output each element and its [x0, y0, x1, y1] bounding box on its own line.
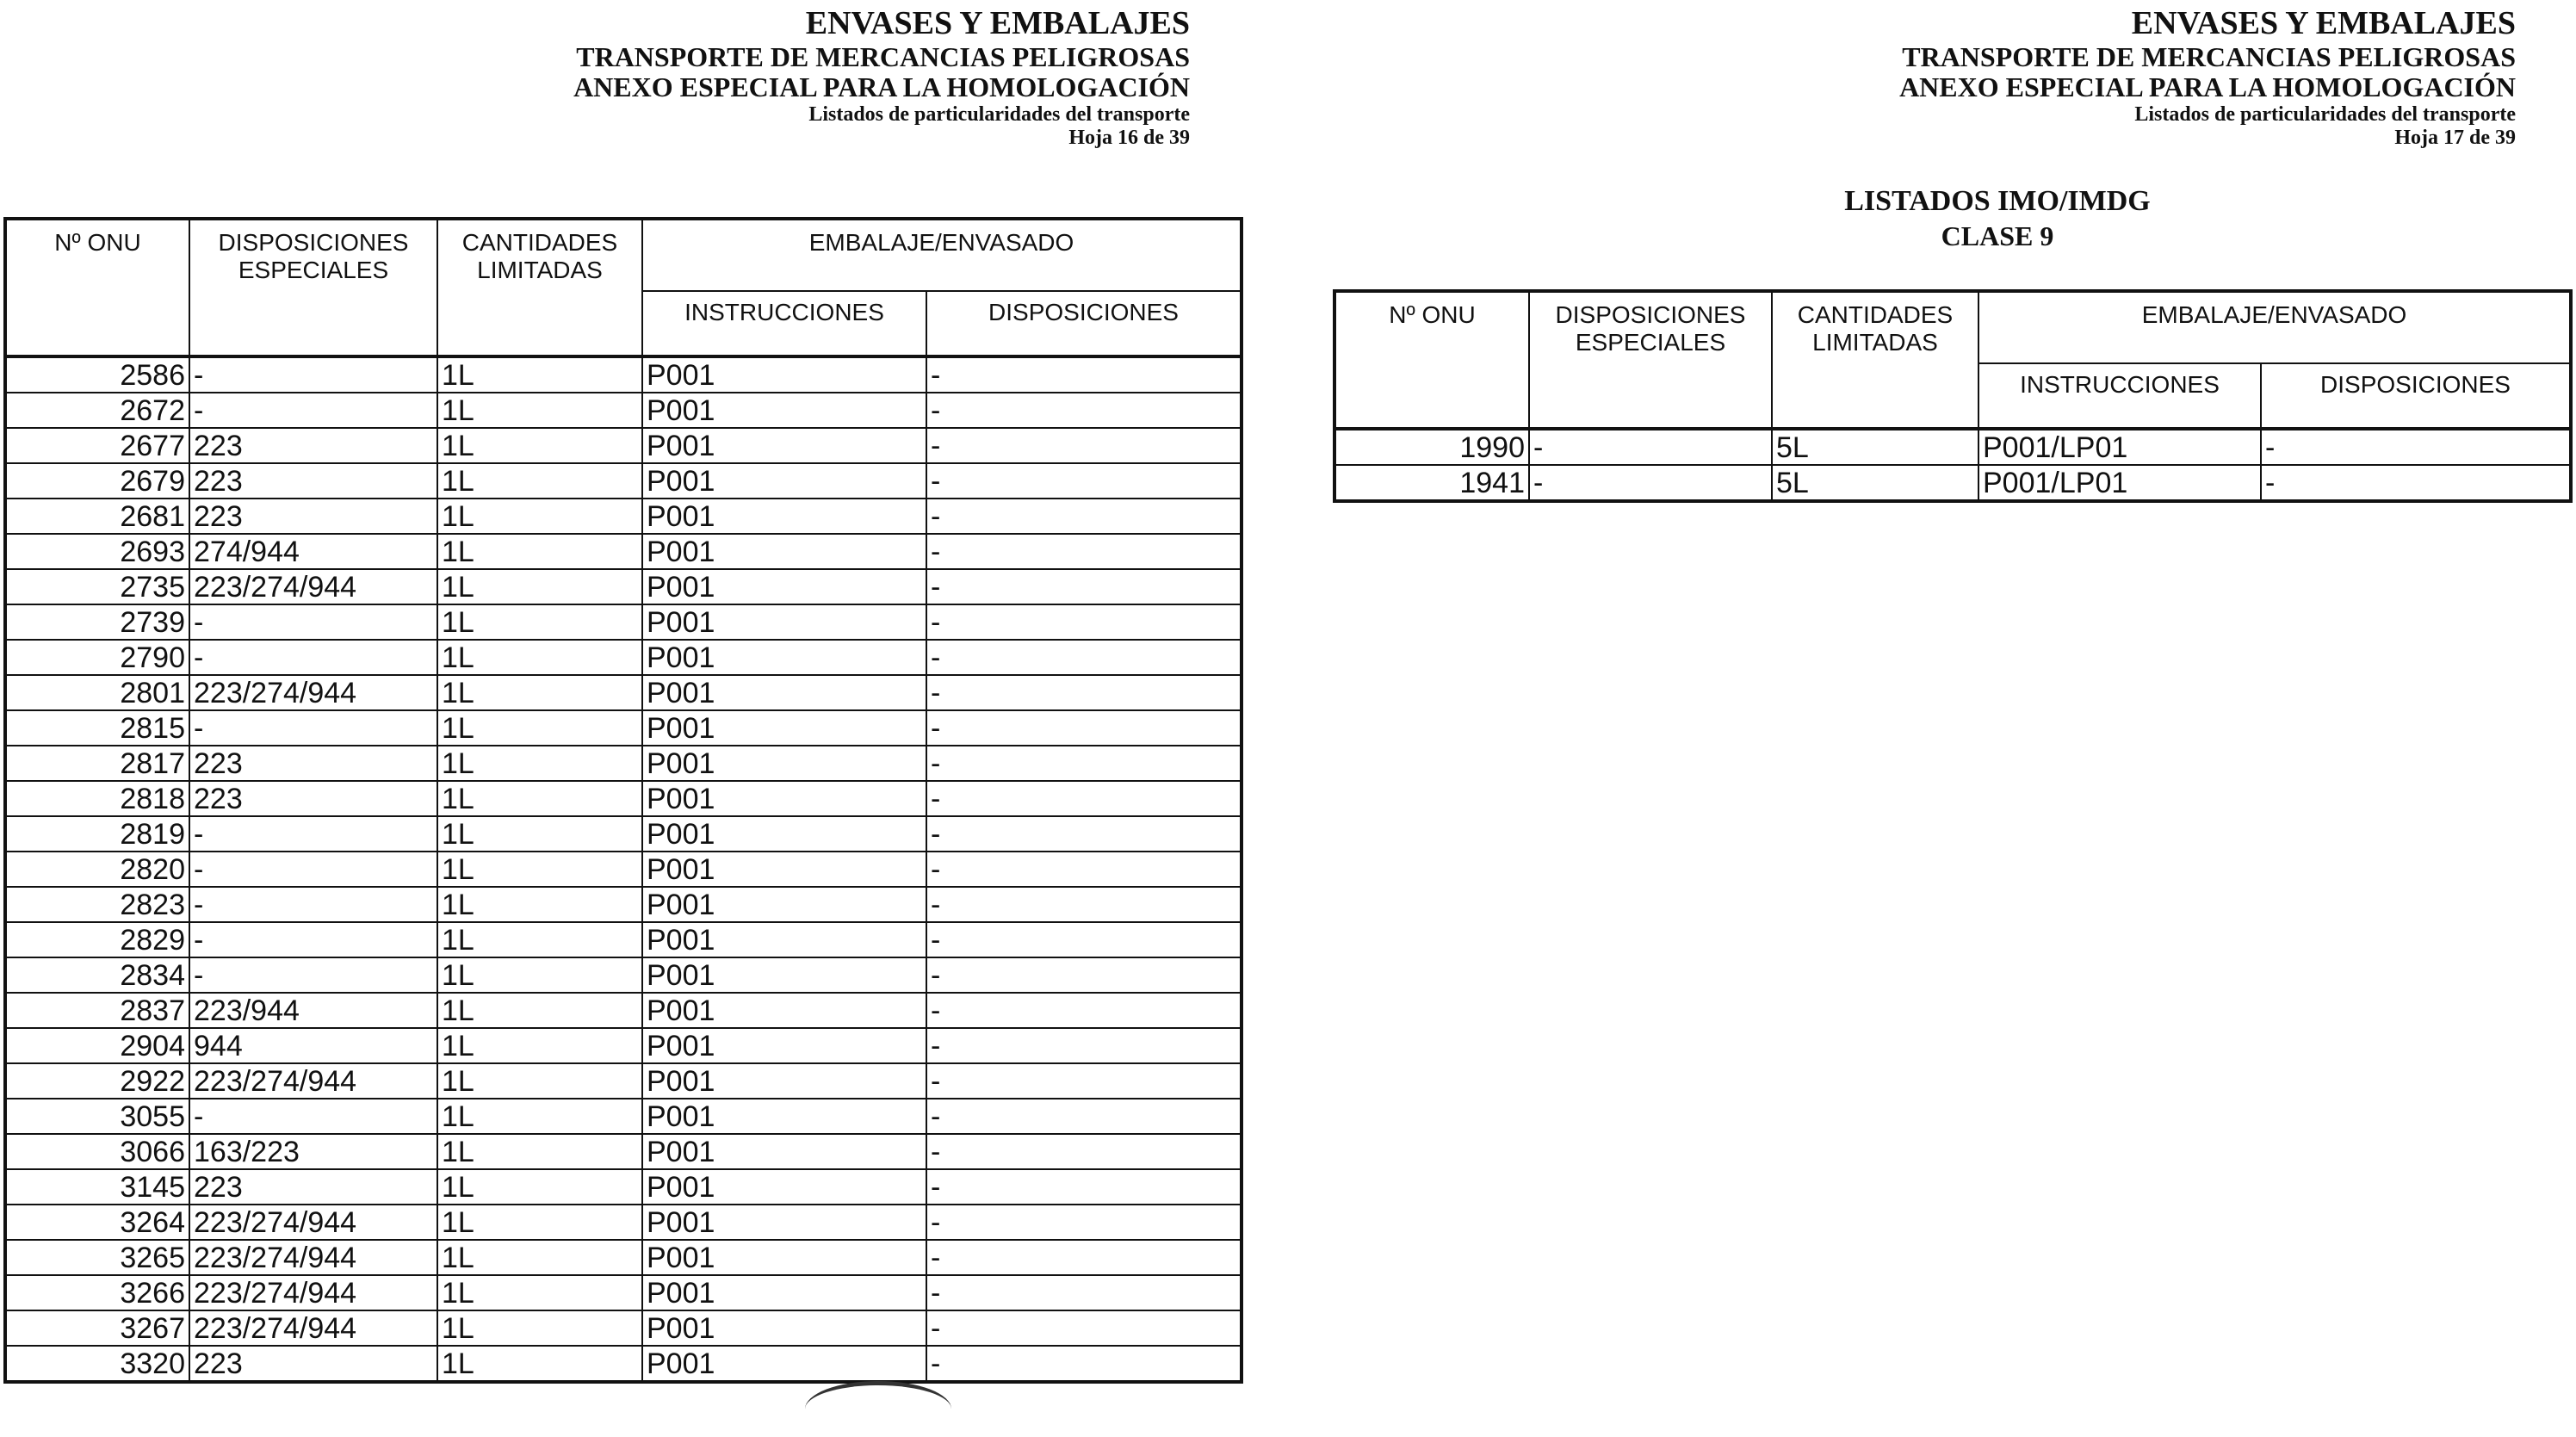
- cell-provisions: -: [926, 1346, 1242, 1382]
- table-row: [5, 1169, 1242, 1205]
- cell-onu: 2823: [5, 887, 189, 922]
- col-header-onu: Nº ONU: [1334, 291, 1529, 429]
- table-row: [5, 746, 1242, 781]
- cell-special: 163/223: [189, 1134, 437, 1169]
- page-header: [0, 5, 1190, 150]
- table-row: [5, 1240, 1242, 1275]
- table-row: [5, 640, 1242, 675]
- cell-provisions: -: [926, 499, 1242, 534]
- cell-limited: 1L: [437, 499, 642, 534]
- cell-onu: 3055: [5, 1099, 189, 1134]
- cell-limited: 5L: [1772, 429, 1978, 465]
- cell-instructions: P001: [642, 604, 926, 640]
- cell-onu: 2681: [5, 499, 189, 534]
- cell-special: 223/274/944: [189, 1275, 437, 1310]
- cell-provisions: -: [926, 428, 1242, 463]
- table-row: [5, 887, 1242, 922]
- cell-instructions: P001/LP01: [1978, 429, 2261, 465]
- cell-special: 223: [189, 499, 437, 534]
- cell-limited: 1L: [437, 957, 642, 993]
- table-row: [5, 816, 1242, 852]
- cell-provisions: -: [926, 463, 1242, 499]
- table-row: [5, 993, 1242, 1028]
- cell-special: 223: [189, 781, 437, 816]
- table-row: [5, 534, 1242, 569]
- cell-instructions: P001: [642, 957, 926, 993]
- table-row: [5, 428, 1242, 463]
- col-header-special: DISPOSICIONES ESPECIALES: [189, 219, 437, 356]
- table-row: [5, 604, 1242, 640]
- col-header-provisions: DISPOSICIONES: [2261, 363, 2571, 429]
- table-row: [5, 1275, 1242, 1310]
- table-body: [5, 356, 1242, 1382]
- cell-special: -: [189, 640, 437, 675]
- sheet-number: Hoja 17 de 39: [2394, 127, 2516, 150]
- cell-limited: 1L: [437, 393, 642, 428]
- stamp-mark: [805, 1381, 951, 1437]
- table-row: [5, 569, 1242, 604]
- page-16: [0, 0, 1274, 1422]
- doc-annex: ANEXO ESPECIAL PARA LA HOMOLOGACIÓN: [1899, 71, 2516, 103]
- cell-special: 223/274/944: [189, 675, 437, 710]
- cell-provisions: -: [926, 640, 1242, 675]
- cell-limited: 1L: [437, 781, 642, 816]
- col-header-packaging: EMBALAJE/ENVASADO: [642, 219, 1242, 291]
- cell-special: 223: [189, 463, 437, 499]
- cell-provisions: -: [926, 887, 1242, 922]
- cell-provisions: -: [926, 1275, 1242, 1310]
- table-row: [5, 957, 1242, 993]
- cell-instructions: P001: [642, 1205, 926, 1240]
- cell-onu: 3266: [5, 1275, 189, 1310]
- cell-instructions: P001: [642, 1169, 926, 1205]
- cell-instructions: P001: [642, 852, 926, 887]
- cell-limited: 1L: [437, 852, 642, 887]
- table-row: [5, 393, 1242, 428]
- table-row: [1334, 465, 2571, 501]
- cell-provisions: -: [2261, 429, 2571, 465]
- cell-onu: 2739: [5, 604, 189, 640]
- table-body: [1334, 429, 2571, 501]
- cell-instructions: P001: [642, 675, 926, 710]
- cell-special: -: [189, 356, 437, 393]
- cell-limited: 1L: [437, 1099, 642, 1134]
- cell-limited: 1L: [437, 746, 642, 781]
- cell-instructions: P001: [642, 640, 926, 675]
- cell-special: -: [189, 393, 437, 428]
- list-title: LISTADOS IMO/IMDG: [1844, 185, 2151, 217]
- cell-provisions: -: [926, 746, 1242, 781]
- cell-provisions: -: [926, 781, 1242, 816]
- cell-provisions: -: [926, 569, 1242, 604]
- cell-special: -: [189, 852, 437, 887]
- sheet-number: Hoja 16 de 39: [1068, 127, 1190, 150]
- cell-onu: 1990: [1334, 429, 1529, 465]
- cell-limited: 1L: [437, 428, 642, 463]
- cell-special: 274/944: [189, 534, 437, 569]
- cell-instructions: P001: [642, 1310, 926, 1346]
- cell-provisions: -: [926, 1205, 1242, 1240]
- cell-provisions: -: [926, 957, 1242, 993]
- doc-listing: Listados de particularidades del transporte: [2134, 103, 2516, 127]
- col-header-special: DISPOSICIONES ESPECIALES: [1529, 291, 1772, 429]
- cell-special: -: [1529, 465, 1772, 501]
- cell-instructions: P001: [642, 1346, 926, 1382]
- doc-listing: Listados de particularidades del transporte: [808, 103, 1190, 127]
- cell-provisions: -: [926, 1240, 1242, 1275]
- table-row: [5, 1134, 1242, 1169]
- cell-onu: 3320: [5, 1346, 189, 1382]
- cell-special: 223: [189, 428, 437, 463]
- cell-onu: 2829: [5, 922, 189, 957]
- col-header-instructions: INSTRUCCIONES: [1978, 363, 2261, 429]
- cell-onu: 2672: [5, 393, 189, 428]
- cell-instructions: P001: [642, 534, 926, 569]
- cell-provisions: -: [926, 993, 1242, 1028]
- cell-limited: 1L: [437, 356, 642, 393]
- cell-special: -: [189, 710, 437, 746]
- cell-instructions: P001: [642, 816, 926, 852]
- table-row: [5, 1063, 1242, 1099]
- col-header-onu: Nº ONU: [5, 219, 189, 356]
- class-title: CLASE 9: [1941, 220, 2054, 251]
- cell-provisions: -: [926, 1063, 1242, 1099]
- cell-special: 223/274/944: [189, 1063, 437, 1099]
- dangerous-goods-table: [3, 217, 1243, 1384]
- cell-onu: 2837: [5, 993, 189, 1028]
- cell-special: -: [189, 957, 437, 993]
- cell-onu: 2735: [5, 569, 189, 604]
- cell-limited: 1L: [437, 1240, 642, 1275]
- cell-instructions: P001: [642, 1275, 926, 1310]
- cell-limited: 1L: [437, 887, 642, 922]
- cell-instructions: P001: [642, 710, 926, 746]
- cell-instructions: P001: [642, 499, 926, 534]
- cell-special: 223/274/944: [189, 1310, 437, 1346]
- cell-onu: 3145: [5, 1169, 189, 1205]
- cell-special: -: [189, 1099, 437, 1134]
- cell-special: -: [189, 816, 437, 852]
- cell-onu: 2818: [5, 781, 189, 816]
- cell-instructions: P001: [642, 463, 926, 499]
- doc-annex: ANEXO ESPECIAL PARA LA HOMOLOGACIÓN: [573, 71, 1190, 103]
- table-row: [5, 675, 1242, 710]
- cell-special: 223: [189, 746, 437, 781]
- cell-special: -: [189, 887, 437, 922]
- cell-special: 223/274/944: [189, 1240, 437, 1275]
- cell-special: 944: [189, 1028, 437, 1063]
- cell-provisions: -: [926, 1028, 1242, 1063]
- cell-limited: 1L: [437, 463, 642, 499]
- cell-provisions: -: [926, 1099, 1242, 1134]
- table-row: [5, 463, 1242, 499]
- col-header-limited: CANTIDADES LIMITADAS: [437, 219, 642, 356]
- cell-limited: 1L: [437, 1063, 642, 1099]
- cell-limited: 1L: [437, 1310, 642, 1346]
- cell-instructions: P001: [642, 1134, 926, 1169]
- cell-onu: 3265: [5, 1240, 189, 1275]
- table-row: [5, 499, 1242, 534]
- cell-limited: 5L: [1772, 465, 1978, 501]
- dangerous-goods-table: [1333, 289, 2573, 503]
- col-header-instructions: INSTRUCCIONES: [642, 291, 926, 356]
- cell-instructions: P001: [642, 569, 926, 604]
- cell-limited: 1L: [437, 569, 642, 604]
- cell-special: -: [189, 922, 437, 957]
- cell-provisions: -: [926, 852, 1242, 887]
- cell-instructions: P001: [642, 393, 926, 428]
- table-row: [5, 922, 1242, 957]
- table-row: [5, 852, 1242, 887]
- cell-instructions: P001: [642, 922, 926, 957]
- cell-limited: 1L: [437, 1275, 642, 1310]
- cell-limited: 1L: [437, 604, 642, 640]
- cell-provisions: -: [926, 534, 1242, 569]
- table-row: [5, 356, 1242, 393]
- table-row: [5, 781, 1242, 816]
- doc-title: ENVASES Y EMBALAJES: [805, 5, 1190, 41]
- cell-limited: 1L: [437, 640, 642, 675]
- cell-special: 223: [189, 1169, 437, 1205]
- cell-provisions: -: [926, 1310, 1242, 1346]
- cell-limited: 1L: [437, 1169, 642, 1205]
- cell-special: 223/274/944: [189, 1205, 437, 1240]
- table-row: [1334, 429, 2571, 465]
- cell-onu: 2904: [5, 1028, 189, 1063]
- cell-onu: 2693: [5, 534, 189, 569]
- col-header-limited: CANTIDADES LIMITADAS: [1772, 291, 1978, 429]
- cell-onu: 3264: [5, 1205, 189, 1240]
- doc-subtitle: TRANSPORTE DE MERCANCIAS PELIGROSAS: [576, 40, 1190, 72]
- table-row: [5, 1028, 1242, 1063]
- table-row: [5, 1346, 1242, 1382]
- cell-special: 223: [189, 1346, 437, 1382]
- cell-instructions: P001: [642, 1028, 926, 1063]
- table-row: [5, 1310, 1242, 1346]
- cell-onu: 3267: [5, 1310, 189, 1346]
- cell-special: 223/274/944: [189, 569, 437, 604]
- cell-onu: 2815: [5, 710, 189, 746]
- cell-onu: 2819: [5, 816, 189, 852]
- cell-limited: 1L: [437, 710, 642, 746]
- table-row: [5, 710, 1242, 746]
- cell-limited: 1L: [437, 993, 642, 1028]
- doc-subtitle: TRANSPORTE DE MERCANCIAS PELIGROSAS: [1902, 40, 2516, 72]
- cell-provisions: -: [926, 1134, 1242, 1169]
- cell-limited: 1L: [437, 816, 642, 852]
- cell-instructions: P001: [642, 356, 926, 393]
- cell-instructions: P001: [642, 428, 926, 463]
- cell-provisions: -: [926, 816, 1242, 852]
- cell-onu: 2677: [5, 428, 189, 463]
- table-row: [5, 1099, 1242, 1134]
- cell-limited: 1L: [437, 675, 642, 710]
- col-header-packaging: EMBALAJE/ENVASADO: [1978, 291, 2571, 363]
- cell-onu: 2790: [5, 640, 189, 675]
- cell-limited: 1L: [437, 1134, 642, 1169]
- cell-special: -: [189, 604, 437, 640]
- cell-provisions: -: [926, 356, 1242, 393]
- section-heading: [1739, 184, 2256, 252]
- page-header: [1326, 5, 2516, 150]
- cell-instructions: P001: [642, 1099, 926, 1134]
- cell-instructions: P001: [642, 1240, 926, 1275]
- cell-provisions: -: [926, 393, 1242, 428]
- cell-onu: 2922: [5, 1063, 189, 1099]
- cell-onu: 2586: [5, 356, 189, 393]
- cell-instructions: P001/LP01: [1978, 465, 2261, 501]
- cell-limited: 1L: [437, 1346, 642, 1382]
- cell-onu: 2679: [5, 463, 189, 499]
- cell-provisions: -: [926, 710, 1242, 746]
- cell-limited: 1L: [437, 1205, 642, 1240]
- cell-onu: 1941: [1334, 465, 1529, 501]
- cell-instructions: P001: [642, 993, 926, 1028]
- cell-special: -: [1529, 429, 1772, 465]
- cell-instructions: P001: [642, 1063, 926, 1099]
- cell-onu: 2820: [5, 852, 189, 887]
- cell-provisions: -: [2261, 465, 2571, 501]
- cell-onu: 2801: [5, 675, 189, 710]
- col-header-provisions: DISPOSICIONES: [926, 291, 1242, 356]
- cell-onu: 3066: [5, 1134, 189, 1169]
- doc-title: ENVASES Y EMBALAJES: [2131, 5, 2516, 41]
- cell-provisions: -: [926, 604, 1242, 640]
- cell-instructions: P001: [642, 746, 926, 781]
- cell-instructions: P001: [642, 781, 926, 816]
- cell-onu: 2834: [5, 957, 189, 993]
- cell-provisions: -: [926, 922, 1242, 957]
- cell-instructions: P001: [642, 887, 926, 922]
- cell-provisions: -: [926, 675, 1242, 710]
- cell-limited: 1L: [437, 1028, 642, 1063]
- table-row: [5, 1205, 1242, 1240]
- cell-limited: 1L: [437, 922, 642, 957]
- cell-provisions: -: [926, 1169, 1242, 1205]
- cell-special: 223/944: [189, 993, 437, 1028]
- cell-onu: 2817: [5, 746, 189, 781]
- cell-limited: 1L: [437, 534, 642, 569]
- page-17: [1326, 0, 2576, 1422]
